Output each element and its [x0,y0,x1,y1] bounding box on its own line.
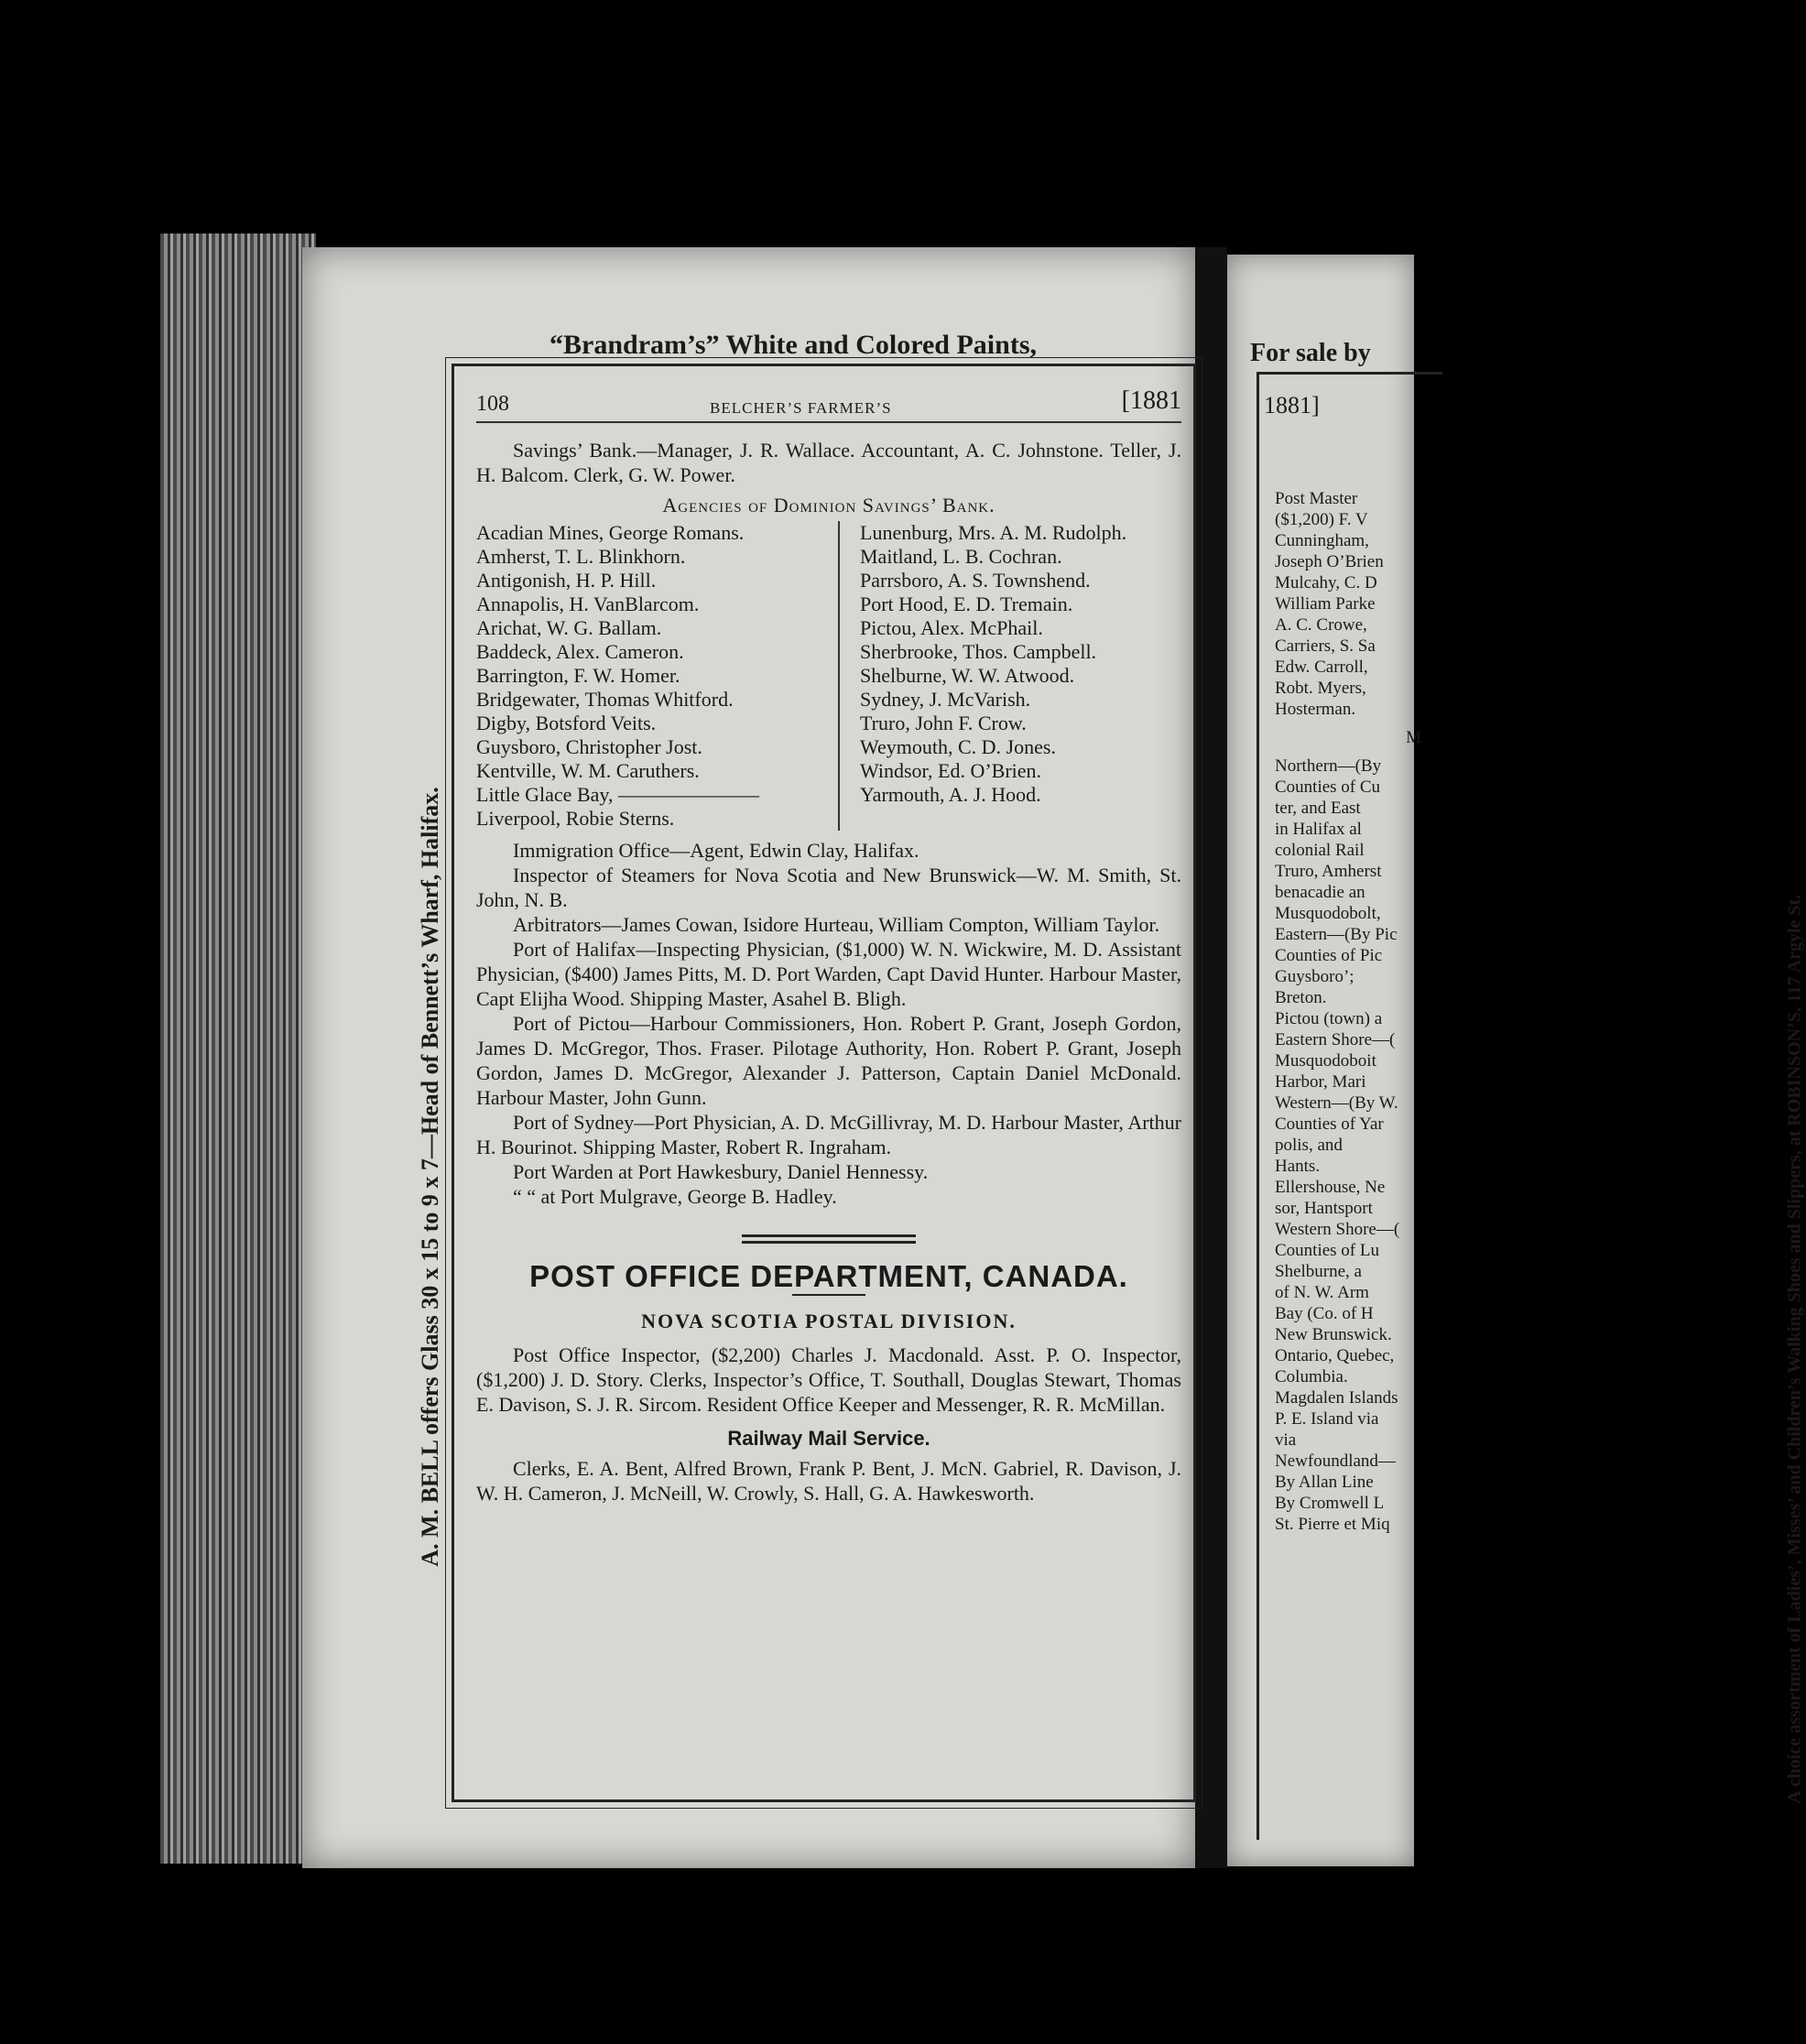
immigration-entry: Immigration Office—Agent, Edwin Clay, Halifax. [513,839,919,862]
port-halifax-entry: Port of Halifax—Inspecting Physician, ($1,000) W. N. Wickwire, M. D. Assistant Physician, ($400) James Pitts, M. D. Port Warden, Capt David Hunter. Harbour Master, Capt Elijha Wood. Shipping Master, Asahel B. Bligh. [476,938,1181,1010]
top-advertisement: “Brandram’s” White and Colored Paints, [549,330,1037,360]
list-item: Little Glace Bay, ——————— [476,783,759,806]
text-line: Counties of Cu [1275,777,1381,797]
list-item: Sydney, J. McVarish. [860,688,1031,711]
port-sydney-entry: Port of Sydney—Port Physician, A. D. McGillivray, M. D. Harbour Master, Arthur H. Bourinot. Shipping Master, Robert R. Ingraham. [476,1111,1181,1158]
list-item: Pictou, Alex. McPhail. [860,616,1043,639]
list-item: Liverpool, Robie Sterns. [476,807,675,830]
list-item: Maitland, L. B. Cochran. [860,545,1062,568]
page-header [476,385,1181,423]
list-item: Sherbrooke, Thos. Campbell. [860,640,1097,663]
text-line: A. C. Crowe, [1275,615,1367,635]
text-line: via [1275,1430,1297,1450]
text-line: Robt. Myers, [1275,679,1366,698]
text-line: Northern—(By [1275,756,1382,776]
text-line: Hosterman. [1275,700,1356,719]
next-page-year: 1881] [1264,392,1320,419]
inspector-steamers-entry: Inspector of Steamers for Nova Scotia and New Brunswick—W. M. Smith, St. John, N. B. [476,864,1181,911]
list-item: Guysboro, Christopher Jost. [476,735,702,758]
text-line: Counties of Yar [1275,1114,1384,1134]
text-line: P. E. Island via [1275,1409,1379,1429]
list-item: Antigonish, H. P. Hill. [476,569,657,592]
header-year: [1881 [1121,386,1181,415]
text-line: Columbia. [1275,1367,1348,1386]
text-line: Ellershouse, Ne [1275,1178,1386,1197]
section-divider [742,1234,916,1244]
text-line: Mulcahy, C. D [1275,573,1377,593]
list-item: Yarmouth, A. J. Hood. [860,783,1041,806]
text-line: colonial Rail [1275,841,1365,860]
text-line: Shelburne, a [1275,1262,1362,1281]
text-line: Truro, Amherst [1275,862,1382,881]
text-line: Breton. [1275,988,1327,1007]
text-line: benacadie an [1275,883,1365,902]
list-item: Kentville, W. M. Caruthers. [476,759,700,782]
agencies-right-column [840,521,1126,831]
list-item: Acadian Mines, George Romans. [476,521,745,544]
list-item: Lunenburg, Mrs. A. M. Rudolph. [860,521,1127,544]
running-title: BELCHER’S FARMER’S [710,399,892,417]
text-line: ($1,200) F. V [1275,510,1368,529]
list-item: Windsor, Ed. O’Brien. [860,759,1042,782]
text-line: New Brunswick. [1275,1325,1392,1344]
arbitrators-entry: Arbitrators—James Cowan, Isidore Hurteau, William Compton, William Taylor. [513,913,1160,936]
agencies-left-column [476,521,840,831]
port-warden-mulgrave: “ “ at Port Mulgrave, George B. Hadley. [513,1185,837,1208]
text-line: ter, and East [1275,799,1361,818]
text-line: Post Master [1275,489,1358,508]
text-line: Pictou (town) a [1275,1009,1383,1028]
post-office-staff-entry: Post Office Inspector, ($2,200) Charles J. Macdonald. Asst. P. O. Inspector, ($1,200) J. D. Story. Clerks, Inspector’s Office, T. Southall, Douglas Stewart, Thomas E. Davison, S. J. R. Sircom. Resident Office Keeper and Messenger, R. R. McMillan. [476,1343,1181,1416]
postal-division-heading: NOVA SCOTIA POSTAL DIVISION. [641,1310,1017,1332]
next-page-top-ad: For sale by [1250,339,1371,367]
text-line: Magdalen Islands [1275,1388,1398,1408]
text-line: Eastern—(By Pic [1275,925,1398,944]
text-line: Edw. Carroll, [1275,658,1368,677]
text-line: Joseph O’Brien [1275,552,1384,571]
next-page [1227,255,1805,1866]
text-line: Musquodobolt, [1275,904,1381,923]
title-rule [792,1294,865,1296]
text-line: sor, Hantsport [1275,1199,1373,1218]
text-line: Hants. [1275,1157,1321,1176]
savings-bank-entry: Savings’ Bank.—Manager, J. R. Wallace. Accountant, A. C. Johnstone. Teller, J. H. Balcom. Clerk, G. W. Power. [476,439,1181,486]
port-warden-hawkesbury: Port Warden at Port Hawkesbury, Daniel Hennessy. [513,1160,929,1183]
text-line: of N. W. Arm [1275,1283,1369,1302]
text-line: Counties of Lu [1275,1241,1379,1260]
list-item: Amherst, T. L. Blinkhorn. [476,545,686,568]
text-line: in Halifax al [1275,820,1362,839]
book-page-edges [160,234,316,1864]
text-line: William Parke [1275,594,1376,614]
side-advertisement: A. M. BELL offers Glass 30 x 15 to 9 x 7—Head of Bennett’s Wharf, Halifax. [417,787,443,1567]
list-item: Truro, John F. Crow. [860,712,1027,734]
list-item: Baddeck, Alex. Cameron. [476,640,684,663]
list-item: Weymouth, C. D. Jones. [860,735,1056,758]
text-line: Ontario, Quebec, [1275,1346,1395,1365]
text-line: Western Shore—( [1275,1220,1400,1239]
post-office-title: POST OFFICE DEPARTMENT, CANADA. [529,1259,1128,1293]
text-line: Harbor, Mari [1275,1072,1366,1092]
railway-mail-heading: Railway Mail Service. [727,1427,930,1450]
next-page-text [1275,488,1421,1535]
list-item: Shelburne, W. W. Atwood. [860,664,1075,687]
agencies-columns [476,521,1181,831]
text-line: M [1406,728,1421,747]
text-line: Newfoundland— [1275,1451,1396,1471]
text-line: Carriers, S. Sa [1275,636,1376,656]
port-pictou-entry: Port of Pictou—Harbour Commissioners, Hon. Robert P. Grant, Joseph Gordon, James D. McGregor, Thos. Fraser. Pilotage Authority, Hon. Robert P. Grant, Joseph Gordon, James D. McGregor, Alexander J. Patterson, Captain Daniel McDonald. Harbour Master, John Gunn. [476,1012,1181,1109]
list-item: Digby, Botsford Veits. [476,712,657,734]
text-line: Eastern Shore—( [1275,1030,1396,1049]
list-item: Barrington, F. W. Homer. [476,664,680,687]
page-content [476,385,1181,1506]
railway-clerks-entry: Clerks, E. A. Bent, Alfred Brown, Frank P. Bent, J. McN. Gabriel, R. Davison, J. W. H. Cameron, J. McNeill, W. Crowly, S. Hall, G. A. Hawkesworth. [476,1457,1181,1505]
next-page-side-ad: A choice assortment of Ladies’, Misses’ and Children’s Walking Shoes and Slippers, at ROBINSON’S, 117 Argyle St. [1784,894,1805,1804]
text-line: Counties of Pic [1275,946,1383,965]
list-item: Port Hood, E. D. Tremain. [860,593,1073,615]
page-number: 108 [476,392,509,416]
text-line: Guysboro’; [1275,967,1354,986]
list-item: Parrsboro, A. S. Townshend. [860,569,1091,592]
text-line: By Cromwell L [1275,1494,1385,1513]
text-line: By Allan Line [1275,1473,1374,1492]
text-line: Cunningham, [1275,531,1369,550]
list-item: Arichat, W. G. Ballam. [476,616,662,639]
text-line: polis, and [1275,1136,1343,1155]
text-line: Bay (Co. of H [1275,1304,1374,1323]
list-item: Bridgewater, Thomas Whitford. [476,688,734,711]
book-gutter [1195,247,1227,1868]
agencies-heading: Agencies of Dominion Savings’ Bank. [662,494,995,516]
text-line: St. Pierre et Miq [1275,1515,1390,1534]
text-line: Musquodoboit [1275,1051,1376,1071]
list-item: Annapolis, H. VanBlarcom. [476,593,700,615]
text-line: Western—(By W. [1275,1093,1398,1113]
